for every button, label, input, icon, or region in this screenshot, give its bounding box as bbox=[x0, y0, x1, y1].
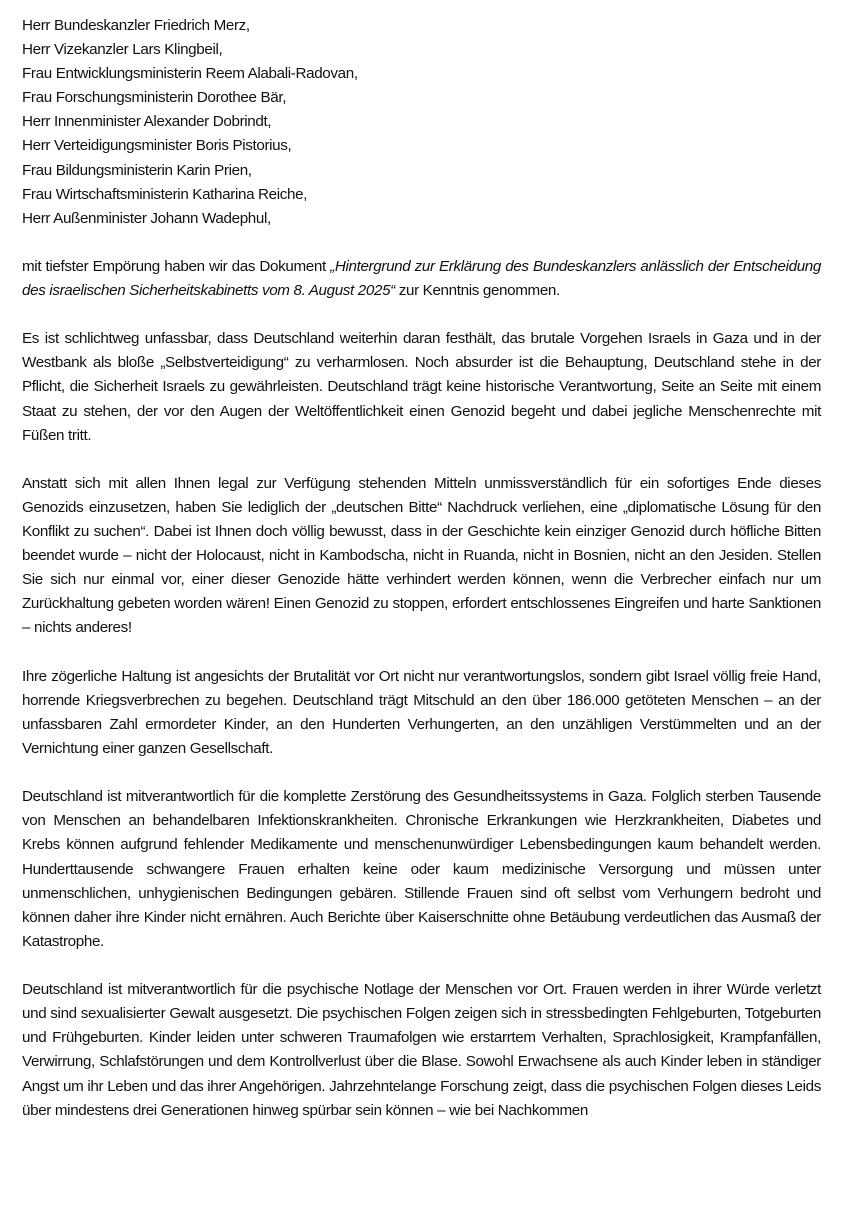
body-paragraph-psychological: Deutschland ist mitverantwortlich für die psychische Notlage der Menschen vor Ort. Frauen werden in ihrer Würde verletzt und sind sexualisierter Gewalt ausgesetzt. Die psychischen Folgen zeigen sich in stressbedingten Fehlgeburten, Totgeburten und Frühgeburten. Kinder leiden unter schweren Traumafolgen wie erstarrtem Verhalten, Sprachlosigkeit, Krampfanfällen, Verwirrung, Schlafstörungen und dem Kontrollverlust über die Blase. Sowohl Erwachsene als auch Kinder leben in ständiger Angst um ihr Leben und das ihrer Angehörigen. Jahrzehntelange Forschung zeigt, dass die psychischen Folgen dieses Leids über mindestens drei Generationen hinweg spürbar sein können – wie bei Nachkommen bbox=[22, 981, 821, 1119]
body-paragraph-health-system: Deutschland ist mitverantwortlich für die komplette Zerstörung des Gesundheitssystems in Gaza. Folglich sterben Tausende von Menschen an behandelbaren Infektionskrankheiten. Chronische Erkrankungen wie Herzkrankheiten, Diabetes und Krebs können aufgrund fehlender Medikamente und menschenunwürdiger Lebensbedingungen kaum behandelt werden. Hunderttausende schwangere Frauen erhalten keine oder kaum medizinische Versorgung und müssen unter unmenschlichen, unhygienischen Bedingungen gebären. Stillende Frauen sind oft selbst vom Verhungern bedroht und können daher ihre Kinder nicht ernähren. Auch Berichte über Kaiserschnitte ohne Betäubung verdeutlichen das Ausmaß der Katastrophe. bbox=[22, 788, 821, 950]
body-paragraph-complicity: Ihre zögerliche Haltung ist angesichts der Brutalität vor Ort nicht nur verantwortungslos, sondern gibt Israel völlig freie Hand, horrende Kriegsverbrechen zu begehen. Deutschland trägt Mitschuld an den über 186.000 getöteten Menschen – an der unfassbaren Zahl ermordeter Kinder, an den Hunderten Verhungerten, an den unzähligen Verstümmelten und an der Vernichtung einer ganzen Gesellschaft. bbox=[22, 667, 821, 757]
intro-paragraph bbox=[22, 255, 821, 303]
addressee-line: Herr Innenminister Alexander Dobrindt, bbox=[22, 113, 272, 131]
addressee-line: Herr Bundeskanzler Friedrich Merz, bbox=[22, 17, 250, 34]
body-paragraph-self-defense: Es ist schlichtweg unfassbar, dass Deutschland weiterhin daran festhält, das brutale Vorgehen Israels in Gaza und in der Westbank als bloße „Selbstverteidigung“ zu verharmlosen. Noch absurder ist die Behauptung, Deutschland stehe in der Pflicht, die Sicherheit Israels zu gewährleisten. Deutschland trägt keine historische Verantwortung, Seite an Seite mit einem Staat zu stehen, der vor den Augen der Weltöffentlichkeit einen Genozid begeht und dabei jegliche Menschenrechte mit Füßen tritt. bbox=[22, 330, 821, 444]
addressee-line: Frau Bildungsministerin Karin Prien, bbox=[22, 161, 252, 179]
addressee-line: Herr Außenminister Johann Wadephul, bbox=[22, 209, 271, 227]
intro-text-after: zur Kenntnis genommen. bbox=[394, 281, 560, 299]
addressee-line: Herr Vizekanzler Lars Klingbeil, bbox=[22, 41, 223, 59]
addressee-list bbox=[22, 14, 821, 231]
intro-text-before: mit tiefster Empörung haben wir das Dokument bbox=[22, 257, 331, 275]
letter-page bbox=[22, 14, 821, 1147]
addressee-line: Herr Verteidigungsminister Boris Pistorius, bbox=[22, 137, 292, 155]
addressee-line: Frau Wirtschaftsministerin Katharina Reiche, bbox=[22, 185, 308, 203]
addressee-line: Frau Forschungsministerin Dorothee Bär, bbox=[22, 89, 287, 107]
body-paragraph-diplomacy: Anstatt sich mit allen Ihnen legal zur Verfügung stehenden Mitteln unmissverständlich für ein sofortiges Ende dieses Genozids einzusetzen, haben Sie lediglich der „deutschen Bitte“ Nachdruck verliehen, eine „diplomatische Lösung für den Konflikt zu suchen“. Dabei ist Ihnen doch völlig bewusst, dass in der Geschichte kein einziger Genozid durch höfliche Bitten beendet wurde – nicht der Holocaust, nicht in Kambodscha, nicht in Ruanda, nicht in Bosnien, nicht an den Jesiden. Stellen Sie sich nur einmal vor, einer dieser Genozide hätte verhindert werden können, wenn die Verbrecher einfach nur um Zurückhaltung gebeten worden wären! Einen Genozid zu stoppen, erfordert entschlossenes Eingreifen und harte Sanktionen – nichts anderes! bbox=[22, 474, 821, 637]
referenced-document-title: „Hintergrund zur Erklärung des Bundeskanzlers anlässlich der Entscheidung des israelischen Sicherheitskabinetts vom 8. August 2025“ bbox=[22, 257, 821, 299]
addressee-line: Frau Entwicklungsministerin Reem Alabali-Radovan, bbox=[22, 65, 358, 83]
